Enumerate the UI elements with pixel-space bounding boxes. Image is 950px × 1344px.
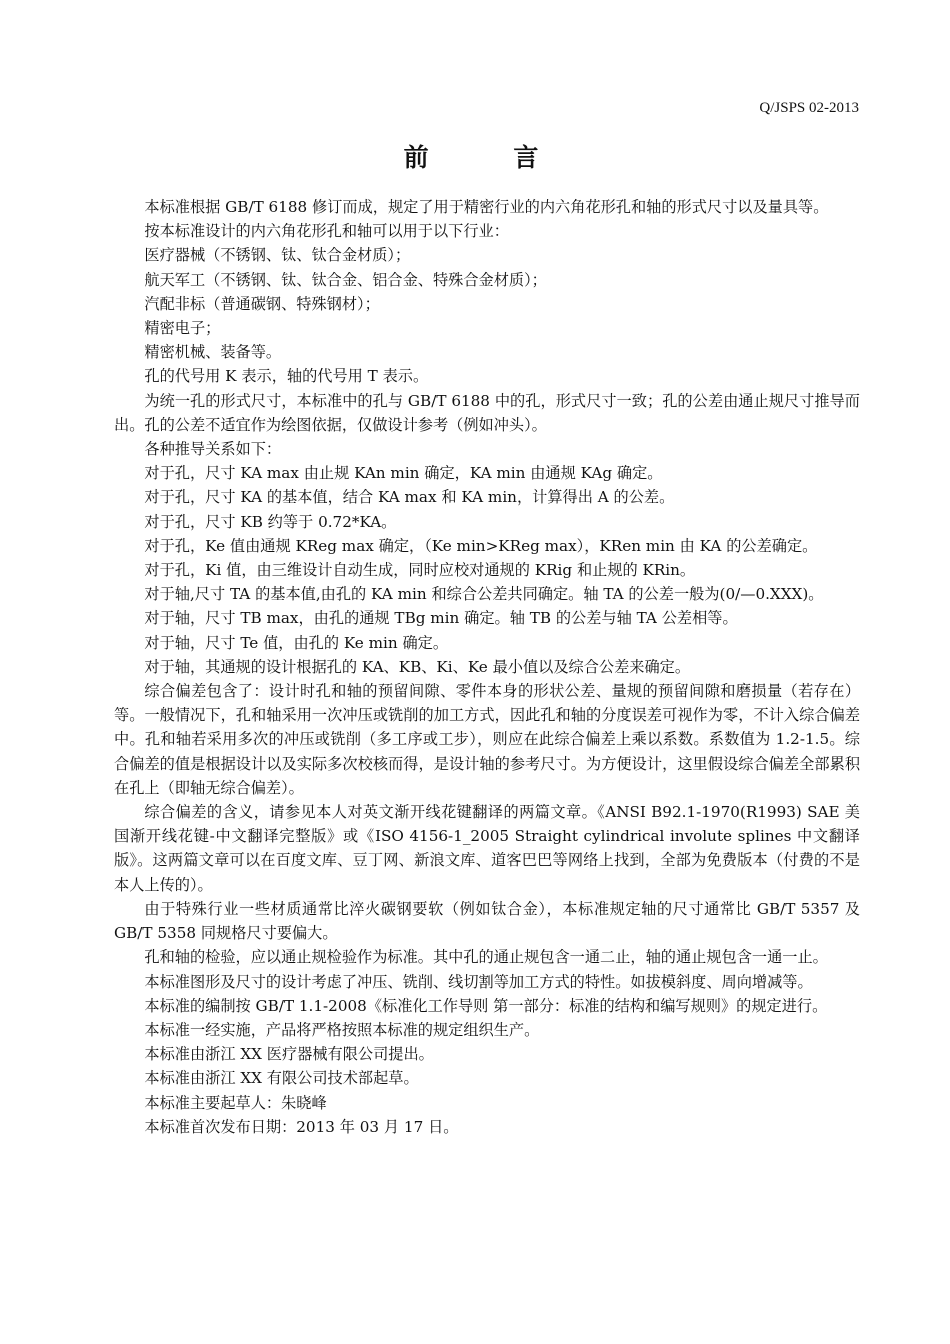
paragraph: 为统一孔的形式尺寸，本标准中的孔与 GB/T 6188 中的孔，形式尺寸一致；孔的公差由通止规尺寸推导而出。孔的公差不适宜作为绘图依据，仅做设计参考（例如冲头）。 xyxy=(114,391,860,434)
paragraph: 本标准图形及尺寸的设计考虑了冲压、铣削、线切割等加工方式的特性。如拔模斜度、周向增减等。 xyxy=(144,972,813,991)
list-item: 精密机械、装备等。 xyxy=(144,343,282,362)
paragraph: 各种推导关系如下： xyxy=(144,440,282,459)
paragraph: 本标准的编制按 GB/T 1.1-2008《标准化工作导则 第一部分：标准的结构和编写规则》的规定进行。 xyxy=(144,996,828,1015)
paragraph: 本标准由浙江 XX 有限公司技术部起草。 xyxy=(144,1069,419,1088)
paragraph: 本标准一经实施，产品将严格按照本标准的规定组织生产。 xyxy=(144,1020,540,1039)
list-item: 精密电子； xyxy=(144,319,221,338)
paragraph: 本标准由浙江 XX 医疗器械有限公司提出。 xyxy=(144,1045,434,1064)
rule-item: 对于轴，尺寸 TB max，由孔的通规 TBg min 确定。轴 TB 的公差与轴 TA 公差相等。 xyxy=(144,609,738,628)
paragraph: 由于特殊行业一些材质通常比淬火碳钢要软（例如钛合金），本标准规定轴的尺寸通常比 GB/T 5357 及 GB/T 5358 同规格尺寸要偏大。 xyxy=(114,899,860,943)
paragraph: 本标准首次发布日期：2013 年 03 月 17 日。 xyxy=(144,1117,459,1136)
rule-item: 对于孔，Ke 值由通规 KReg max 确定，（Ke min>KReg max），KRen min 由 KA 的公差确定。 xyxy=(144,536,818,555)
rule-item: 对于孔，尺寸 KA 的基本值，结合 KA max 和 KA min，计算得出 A 的公差。 xyxy=(144,488,675,507)
list-item: 医疗器械（不锈钢、钛、钛合金材质）； xyxy=(144,246,411,265)
list-item: 汽配非标（普通碳钢、特殊钢材）； xyxy=(144,294,380,313)
document-number: Q/JSPS 02-2013 xyxy=(759,100,859,116)
paragraph: 综合偏差的含义，请参见本人对英文渐开线花键翻译的两篇文章。《ANSI B92.1-1970(R1993) SAE 美国渐开线花键-中文翻译完整版》或《ISO 4156-1_2005 Straight cylindrical involute splines 中文翻译版》。这两篇文章可以在百度文库、豆丁网、新浪文库、道客巴巴等网络上找到，全部为免费版本（付费的不是本人上传的）。 xyxy=(114,803,860,894)
paragraph: 本标准根据 GB/T 6188 修订而成，规定了用于精密行业的内六角花形孔和轴的形式尺寸以及量具等。 xyxy=(144,198,829,216)
paragraph: 孔和轴的检验，应以通止规检验作为标准。其中孔的通止规包含一通二止，轴的通止规包含一通一止。 xyxy=(144,948,828,967)
paragraph: 按本标准设计的内六角花形孔和轴可以用于以下行业： xyxy=(144,222,509,241)
rule-item: 对于孔，尺寸 KB 约等于 0.72*KA。 xyxy=(144,512,397,531)
list-item: 航天军工（不锈钢、钛、钛合金、铝合金、特殊合金材质）； xyxy=(144,270,547,289)
rule-item: 对于轴,尺寸 TA 的基本值,由孔的 KA min 和综合公差共同确定。轴 TA 的公差一般为(0/—0.XXX)。 xyxy=(144,585,824,604)
rule-item: 对于轴，尺寸 Te 值，由孔的 Ke min 确定。 xyxy=(144,633,449,652)
paragraph: 本标准主要起草人：朱晓峰 xyxy=(144,1093,327,1112)
document-body xyxy=(114,195,860,1139)
paragraph: 孔的代号用 K 表示，轴的代号用 T 表示。 xyxy=(144,367,429,386)
rule-item: 对于孔，Ki 值，由三维设计自动生成，同时应校对通规的 KRig 和止规的 KRin。 xyxy=(144,561,696,580)
paragraph: 综合偏差包含了：设计时孔和轴的预留间隙、零件本身的形状公差、量规的预留间隙和磨损量（若存在）等。一般情况下，孔和轴采用一次冲压或铣削的加工方式，因此孔和轴的分度误差可视作为零，不计入综合偏差中。孔和轴若采用多次的冲压或铣削（多工序或工步），则应在此综合偏差上乘以系数。系数值为 1.2-1.5。综合偏差的值是根据设计以及实际多次校核而得，是设计轴的参考尺寸。为方便设计，这里假设综合偏差全部累积在孔上（即轴无综合偏差）。 xyxy=(114,682,860,797)
rule-item: 对于孔，尺寸 KA max 由止规 KAn min 确定，KA min 由通规 KAg 确定。 xyxy=(144,464,663,483)
rule-item: 对于轴，其通规的设计根据孔的 KA、KB、Ki、Ke 最小值以及综合公差来确定。 xyxy=(144,657,691,676)
page-title: 前 言 xyxy=(403,143,577,172)
